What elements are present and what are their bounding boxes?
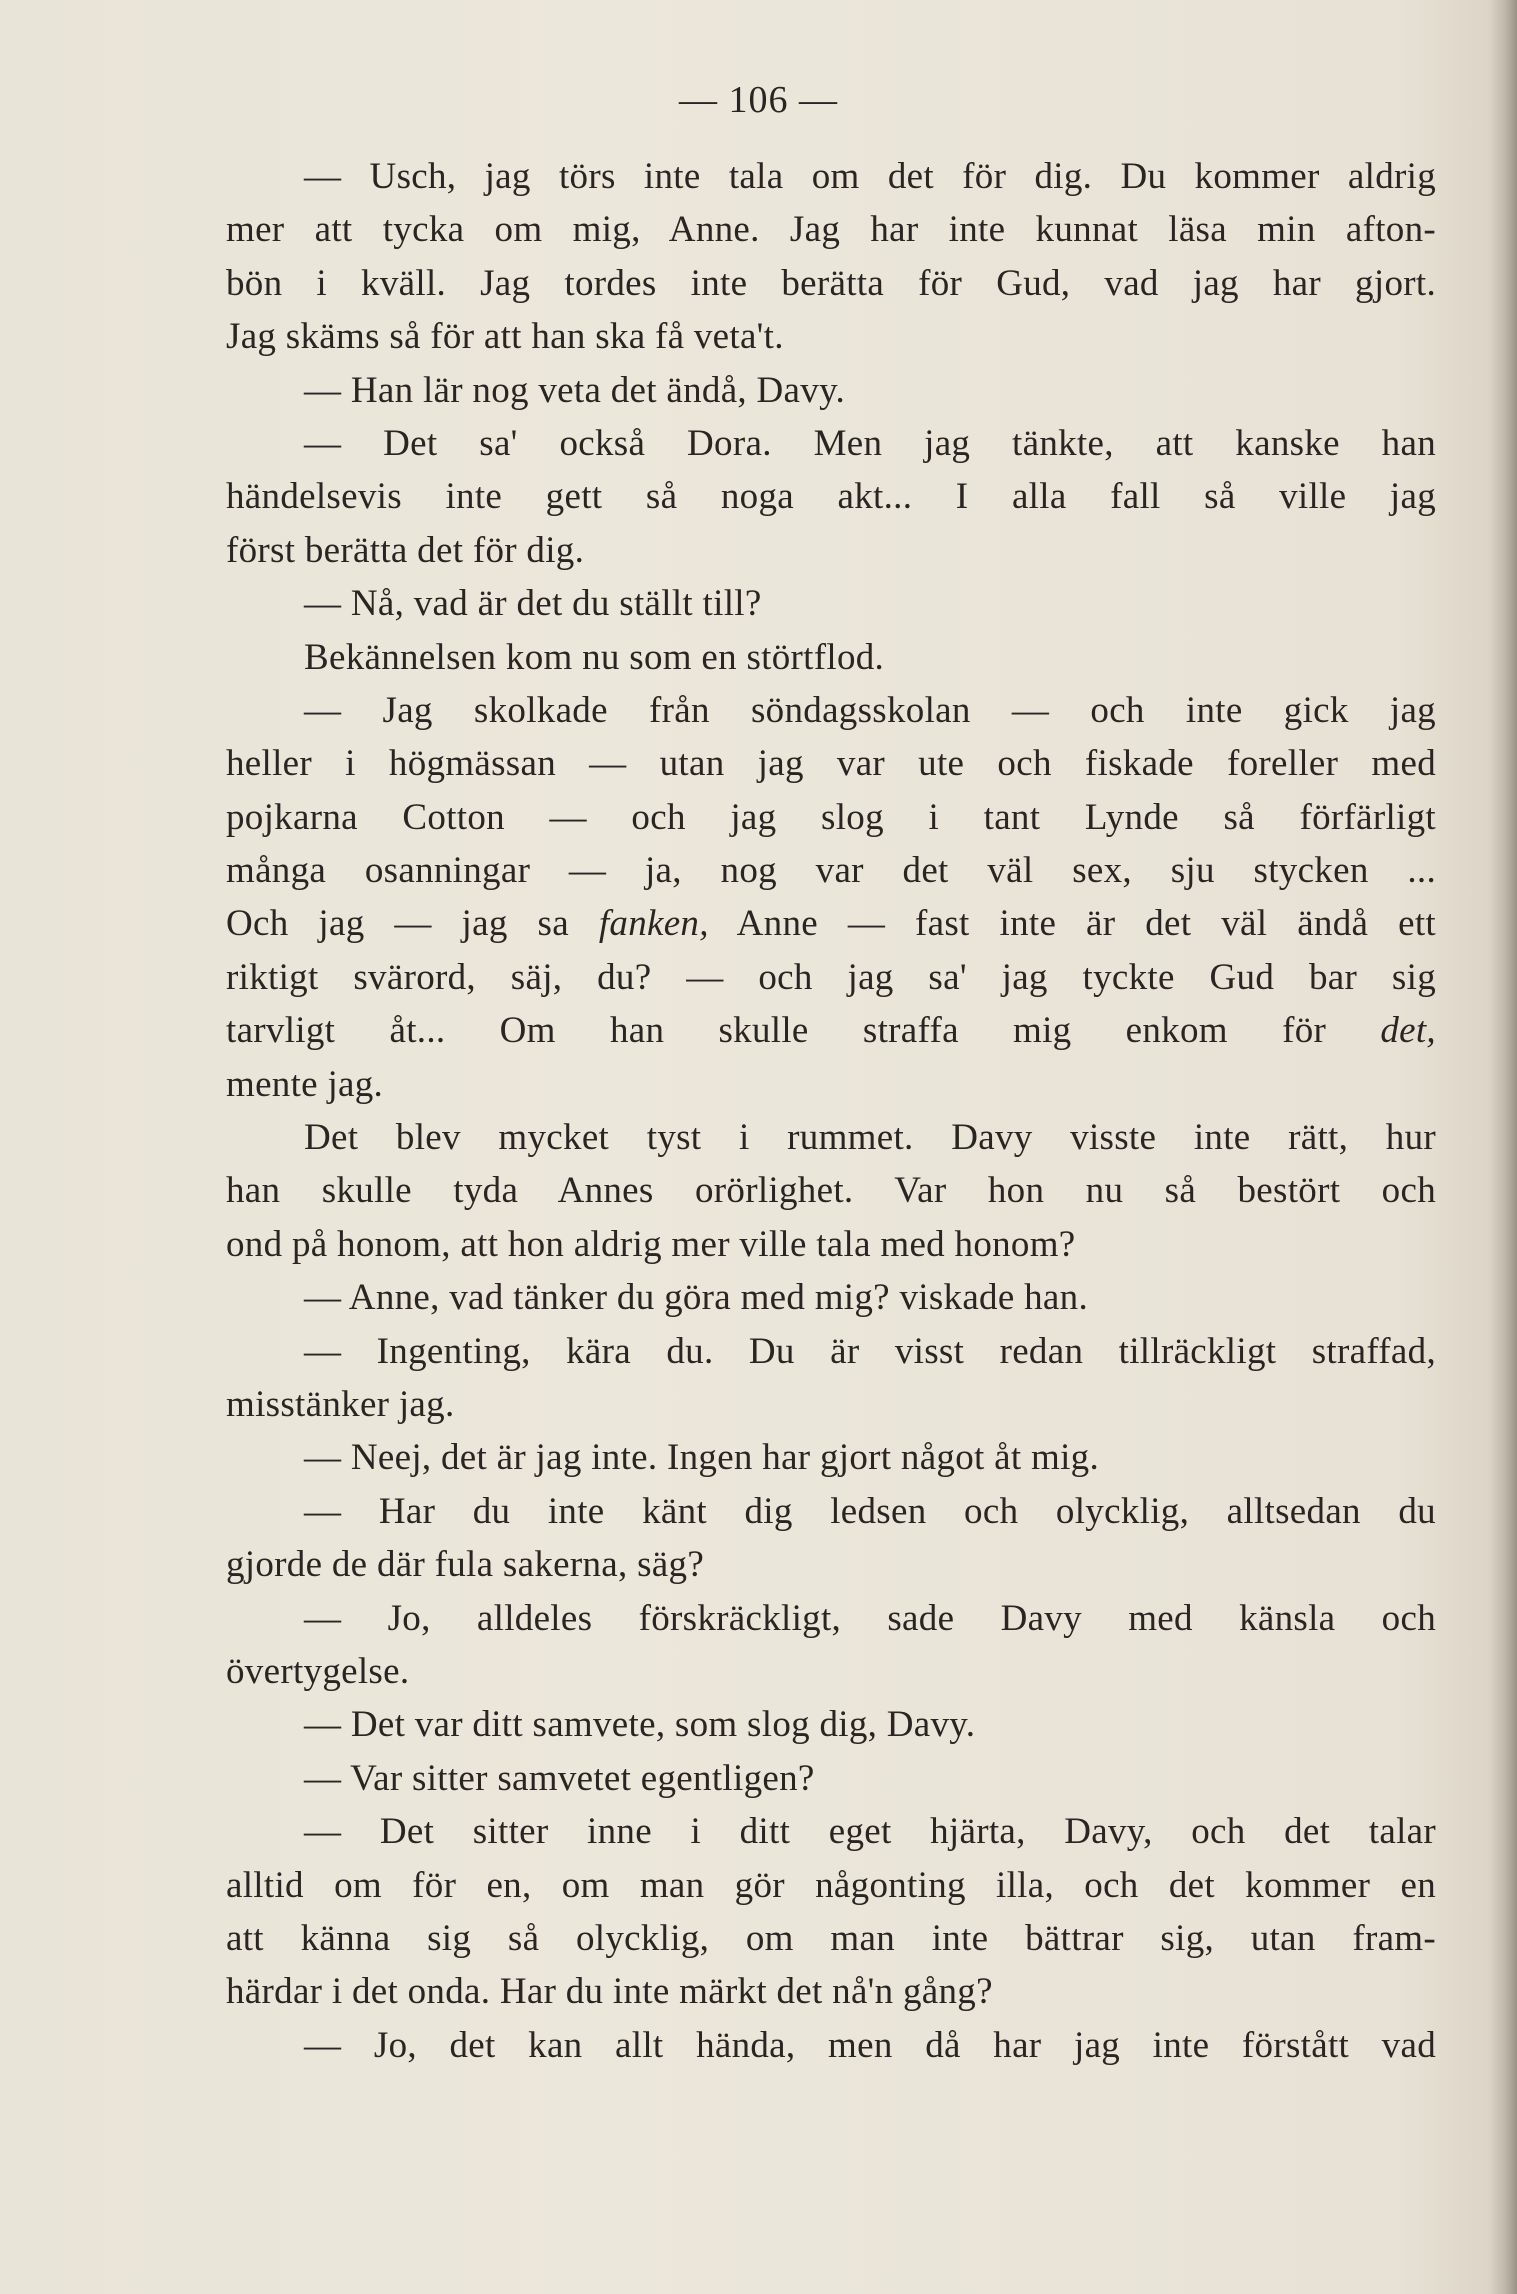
text-line: ond på honom, att hon aldrig mer ville tala med honom? xyxy=(226,1223,1076,1265)
text-line: tarvligt åt... Om han skulle straffa mig enkom för det, xyxy=(226,1010,1436,1052)
text-line: att känna sig så olycklig, om man inte bättrar sig, utan fram- xyxy=(226,1917,1436,1959)
text-line: — Anne, vad tänker du göra med mig? viskade han. xyxy=(304,1277,1088,1319)
text-line: pojkarna Cotton — och jag slog i tant Lynde så förfärligt xyxy=(226,796,1436,838)
text-line: övertygelse. xyxy=(226,1650,410,1692)
text-line: bön i kväll. Jag tordes inte berätta för Gud, vad jag har gjort. xyxy=(226,262,1436,304)
text-line: många osanningar — ja, nog var det väl sex, sju stycken ... xyxy=(226,850,1436,892)
text-line: — Jo, det kan allt hända, men då har jag inte förstått vad xyxy=(304,2024,1436,2066)
text-line: — Har du inte känt dig ledsen och olycklig, alltsedan du xyxy=(304,1490,1436,1532)
text-line: härdar i det onda. Har du inte märkt det nå'n gång? xyxy=(226,1971,993,2013)
page-edge-shadow xyxy=(1489,0,1517,2294)
text-line: — Nå, vad är det du ställt till? xyxy=(304,583,762,625)
body-text xyxy=(226,150,1436,2072)
text-line: misstänker jag. xyxy=(226,1383,455,1425)
text-line: han skulle tyda Annes orörlighet. Var hon nu så bestört och xyxy=(226,1170,1436,1212)
page-number: — 106 — xyxy=(679,79,838,121)
text-line: — Det sitter inne i ditt eget hjärta, Davy, och det talar xyxy=(304,1811,1436,1853)
text-line: mente jag. xyxy=(226,1063,384,1105)
text-line: gjorde de där fula sakerna, säg? xyxy=(226,1544,705,1586)
text-line: — Usch, jag törs inte tala om det för dig. Du kommer aldrig xyxy=(304,156,1436,197)
text-line: Och jag — jag sa fanken, Anne — fast inte är det väl ändå ett xyxy=(226,903,1436,945)
text-line: Bekännelsen kom nu som en störtflod. xyxy=(304,636,885,678)
text-line: heller i högmässan — utan jag var ute och fiskade foreller med xyxy=(226,743,1436,785)
text-line: — Ingenting, kära du. Du är visst redan tillräckligt straffad, xyxy=(304,1330,1436,1372)
text-line: — Jo, alldeles förskräckligt, sade Davy med känsla och xyxy=(304,1597,1436,1639)
text-line: händelsevis inte gett så noga akt... I alla fall så ville jag xyxy=(226,476,1436,518)
text-line: riktigt svärord, säj, du? — och jag sa' jag tyckte Gud bar sig xyxy=(226,956,1436,998)
text-line: — Han lär nog veta det ändå, Davy. xyxy=(304,369,846,411)
text-line: Jag skäms så för att han ska få veta't. xyxy=(226,316,784,358)
text-line: Det blev mycket tyst i rummet. Davy visste inte rätt, hur xyxy=(304,1117,1436,1159)
text-line: alltid om för en, om man gör någonting illa, och det kommer en xyxy=(226,1864,1436,1906)
text-line: — Det var ditt samvete, som slog dig, Davy. xyxy=(304,1704,976,1746)
text-line: — Var sitter samvetet egentligen? xyxy=(304,1757,815,1799)
text-line: — Neej, det är jag inte. Ingen har gjort något åt mig. xyxy=(304,1437,1100,1479)
text-line: — Jag skolkade från söndagsskolan — och inte gick jag xyxy=(304,689,1436,731)
text-line: först berätta det för dig. xyxy=(226,529,585,571)
text-line: mer att tycka om mig, Anne. Jag har inte kunnat läsa min afton- xyxy=(226,209,1436,251)
text-line: — Det sa' också Dora. Men jag tänkte, att kanske han xyxy=(304,422,1436,464)
